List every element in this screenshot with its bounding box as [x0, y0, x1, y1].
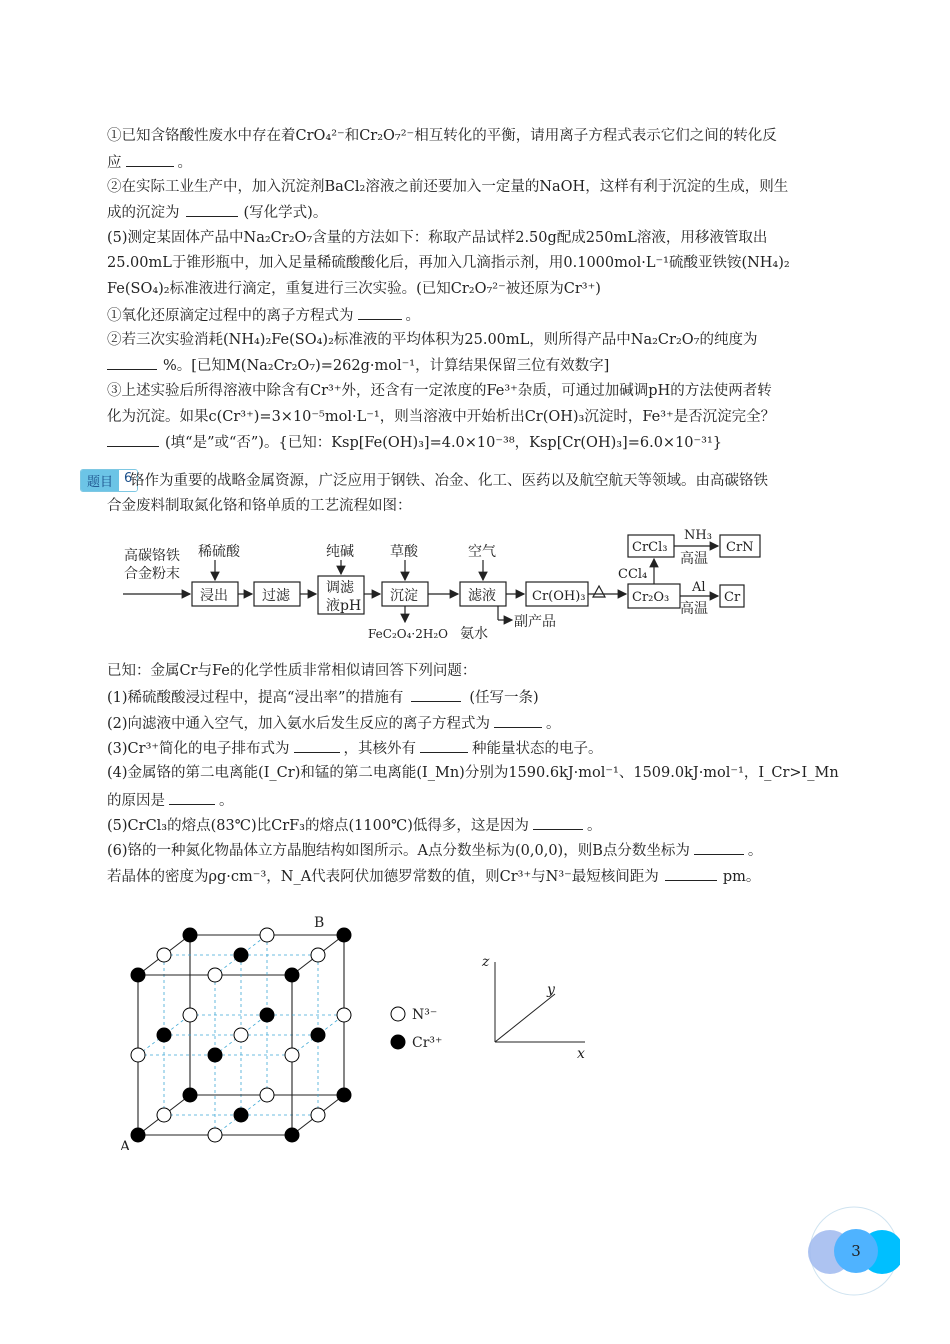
- q6-intro-1: 铬作为重要的战略金属资源，广泛应用于钢铁、冶金、化工、医药以及航空航天等领域。由高碳铬铁: [130, 473, 768, 489]
- n-atom: [131, 1048, 145, 1062]
- question-number: 6: [119, 470, 137, 491]
- answer-blank[interactable]: [420, 738, 468, 753]
- cr-atom: [234, 1108, 248, 1122]
- answer-blank[interactable]: [358, 305, 402, 320]
- q6-sub-6b: [107, 866, 760, 887]
- flow-crcl3: CrCl₃: [632, 540, 668, 555]
- q6-sub-1-tail: (任写一条): [469, 690, 539, 706]
- q6-sub-5: (5)CrCl₃的熔点(83℃)比CrF₃的熔点(1100℃)低得多，这是因为 。: [107, 815, 601, 836]
- n-atom: [260, 1088, 274, 1102]
- flow-croh3: Cr(OH)₃: [532, 589, 586, 604]
- line-1: ①已知含铬酸性废水中存在着CrO₄²⁻和Cr₂O₇²⁻相互转化的平衡，请用离子方程式表示它们之间的转化反: [107, 128, 777, 144]
- cr-atom: [285, 968, 299, 982]
- q6-sub-3-mid: ，其核外有: [343, 741, 417, 757]
- q6-known: 已知：金属Cr与Fe的化学性质非常相似请回答下列问题：: [107, 663, 477, 679]
- line-5: (5)测定某固体产品中Na₂Cr₂O₇含量的方法如下：称取产品试样2.50g配成250mL溶液，用移液管取出: [107, 230, 768, 246]
- cr-atom: [260, 1008, 274, 1022]
- line-2: 应 。: [107, 152, 192, 173]
- n-atom: [208, 968, 222, 982]
- flow-nh3: NH₃: [684, 528, 712, 543]
- flow-start-2: 合金粉末: [124, 566, 180, 582]
- n-atom: [234, 1028, 248, 1042]
- answer-blank[interactable]: [107, 355, 157, 370]
- line-10: [107, 355, 609, 376]
- line-13: [107, 432, 722, 453]
- flow-acid: 稀硫酸: [198, 544, 240, 560]
- page-number-badge: [808, 1205, 900, 1297]
- q6-sub-1-text: (1)稀硫酸酸浸过程中，提高“浸出率”的措施有: [107, 690, 404, 706]
- legend-n-label: N³⁻: [412, 1007, 438, 1023]
- line-10-text: %。[已知M(Na₂Cr₂O₇)=262g·mol⁻¹，计算结果保留三位有效数字]: [163, 358, 610, 374]
- q6-sub-4b-text: 的原因是: [107, 793, 165, 809]
- q6-sub-1: [107, 687, 539, 708]
- answer-blank[interactable]: [694, 840, 744, 855]
- answer-blank[interactable]: [665, 866, 717, 881]
- legend-cr-marker: [391, 1035, 405, 1049]
- line-8: ①氧化还原滴定过程中的离子方程式为 。: [107, 305, 420, 326]
- cr-atom: [234, 948, 248, 962]
- flow-byproduct: 副产品: [514, 614, 556, 630]
- flow-precip-out: FeC₂O₄·2H₂O: [368, 627, 448, 641]
- flow-ammonia: 氨水: [460, 626, 488, 642]
- q6-sub-6b-text: 若晶体的密度为ρg·cm⁻³，N_A代表阿伏加德罗常数的值，则Cr³⁺与N³⁻最短核间距为: [107, 869, 659, 885]
- q6-sub-4b: 的原因是 。: [107, 790, 234, 811]
- answer-blank[interactable]: [494, 713, 542, 728]
- cr-atom: [131, 1128, 145, 1142]
- flow-oxalic: 草酸: [390, 544, 418, 560]
- n-atom: [260, 928, 274, 942]
- cr-atom: [208, 1048, 222, 1062]
- n-atom: [337, 1008, 351, 1022]
- q6-sub-3: [107, 738, 603, 759]
- q6-sub-3-text: (3)Cr³⁺简化的电子排布式为: [107, 741, 290, 757]
- line-2-text: 应: [107, 155, 122, 171]
- cr-atom: [337, 1088, 351, 1102]
- line-7: Fe(SO₄)₂标准液进行滴定，重复进行三次实验。(已知Cr₂O₇²⁻被还原为Cr³⁺): [107, 281, 601, 297]
- flow-cr: Cr: [724, 590, 741, 605]
- flow-filtrate: 滤液: [468, 588, 496, 604]
- cr-atom: [337, 928, 351, 942]
- flow-filter: 过滤: [262, 588, 290, 604]
- n-atom: [311, 948, 325, 962]
- line-13-text: (填“是”或“否”)。{已知：Ksp[Fe(OH)₃]=4.0×10⁻³⁸，Ksp[Cr(OH)₃]=6.0×10⁻³¹}: [165, 435, 723, 451]
- flow-leach: 浸出: [200, 588, 228, 604]
- flow-al: Al: [692, 580, 706, 595]
- n-atom: [285, 1048, 299, 1062]
- line-8-text: ①氧化还原滴定过程中的离子方程式为: [107, 308, 354, 324]
- q6-sub-6b-tail: pm。: [722, 869, 761, 885]
- line-6: 25.00mL于锥形瓶中，加入足量稀硫酸酸化后，再加入几滴指示剂，用0.1000mol·L⁻¹硫酸亚铁铵(NH₄)₂: [107, 255, 790, 271]
- answer-blank[interactable]: [411, 687, 461, 702]
- flow-cr2o3: Cr₂O₃: [632, 590, 670, 605]
- cr-atom: [157, 1028, 171, 1042]
- q6-sub-2: (2)向滤液中通入空气，加入氨水后发生反应的离子方程式为 。: [107, 713, 561, 734]
- flow-hightemp-2: 高温: [680, 601, 708, 617]
- answer-blank[interactable]: [186, 202, 238, 217]
- answer-blank[interactable]: [169, 790, 215, 805]
- n-atom: [157, 1108, 171, 1122]
- line-11: ③上述实验后所得溶液中除含有Cr³⁺外，还含有一定浓度的Fe³⁺杂质，可通过加碱调pH的方法使两者转: [107, 383, 772, 399]
- axis-y-label: y: [547, 982, 555, 998]
- n-atom: [311, 1108, 325, 1122]
- q6-sub-6-text: (6)铬的一种氮化物晶体立方晶胞结构如图所示。A点分数坐标为(0,0,0)，则B点分数坐标为: [107, 843, 690, 859]
- question-label: 题目: [81, 470, 119, 491]
- n-atom: [157, 948, 171, 962]
- answer-blank[interactable]: [126, 152, 174, 167]
- flow-adjust-2: 液pH: [326, 598, 362, 614]
- flow-precip: 沉淀: [390, 588, 418, 604]
- flow-adjust-1: 调滤: [326, 580, 354, 596]
- flow-crn: CrN: [726, 540, 754, 555]
- page-number: 3: [851, 1242, 861, 1260]
- cr-atom: [131, 968, 145, 982]
- q6-sub-2-text: (2)向滤液中通入空气，加入氨水后发生反应的离子方程式为: [107, 716, 491, 732]
- line-4-tail: (写化学式)。: [243, 205, 328, 221]
- line-9: ②若三次实验消耗(NH₄)₂Fe(SO₄)₂标准液的平均体积为25.00mL，则所得产品中Na₂Cr₂O₇的纯度为: [107, 332, 758, 348]
- flow-ccl4: CCl₄: [618, 567, 648, 582]
- process-flowchart: [118, 522, 778, 642]
- flow-hightemp-1: 高温: [680, 551, 708, 567]
- q6-sub-4: (4)金属铬的第二电离能(I_Cr)和锰的第二电离能(I_Mn)分别为1590.6kJ·mol⁻¹、1509.0kJ·mol⁻¹，I_Cr>I_Mn: [107, 765, 839, 781]
- flow-start-1: 高碳铬铁: [124, 548, 180, 564]
- n-atom: [183, 1008, 197, 1022]
- axis-x-label: x: [577, 1046, 585, 1062]
- q6-intro-2: 合金废料制取氮化铬和铬单质的工艺流程如图：: [107, 498, 412, 514]
- answer-blank[interactable]: [107, 432, 159, 447]
- q6-sub-3-tail: 种能量状态的电子。: [472, 741, 603, 757]
- legend-cr-label: Cr³⁺: [412, 1035, 443, 1051]
- line-3: ②在实际工业生产中，加入沉淀剂BaCl₂溶液之前还要加入一定量的NaOH，这样有利于沉淀的生成，则生: [107, 179, 789, 195]
- point-a-label: A: [120, 1139, 131, 1150]
- cr-atom: [285, 1128, 299, 1142]
- line-12: 化为沉淀。如果c(Cr³⁺)=3×10⁻⁵mol·L⁻¹，则当溶液中开始析出Cr(OH)₃沉淀时，Fe³⁺是否沉淀完全？: [107, 409, 776, 425]
- cr-atom: [183, 928, 197, 942]
- cr-atom: [311, 1028, 325, 1042]
- flow-air: 空气: [468, 544, 496, 560]
- point-b-label: B: [314, 915, 325, 931]
- cr-atom: [183, 1088, 197, 1102]
- line-4-text: 成的沉淀为: [107, 205, 180, 221]
- flow-base: 纯碱: [326, 544, 354, 560]
- answer-blank[interactable]: [294, 738, 340, 753]
- n-atom: [208, 1128, 222, 1142]
- axis-z-label: z: [482, 954, 490, 970]
- q6-sub-6: (6)铬的一种氮化物晶体立方晶胞结构如图所示。A点分数坐标为(0,0,0)，则B点分数坐标为 。: [107, 840, 762, 861]
- line-4: [107, 202, 327, 223]
- answer-blank[interactable]: [533, 815, 583, 830]
- crystal-structure-diagram: [110, 890, 610, 1150]
- legend-n-marker: [391, 1007, 405, 1021]
- q6-sub-5-text: (5)CrCl₃的熔点(83℃)比CrF₃的熔点(1100℃)低得多，这是因为: [107, 818, 529, 834]
